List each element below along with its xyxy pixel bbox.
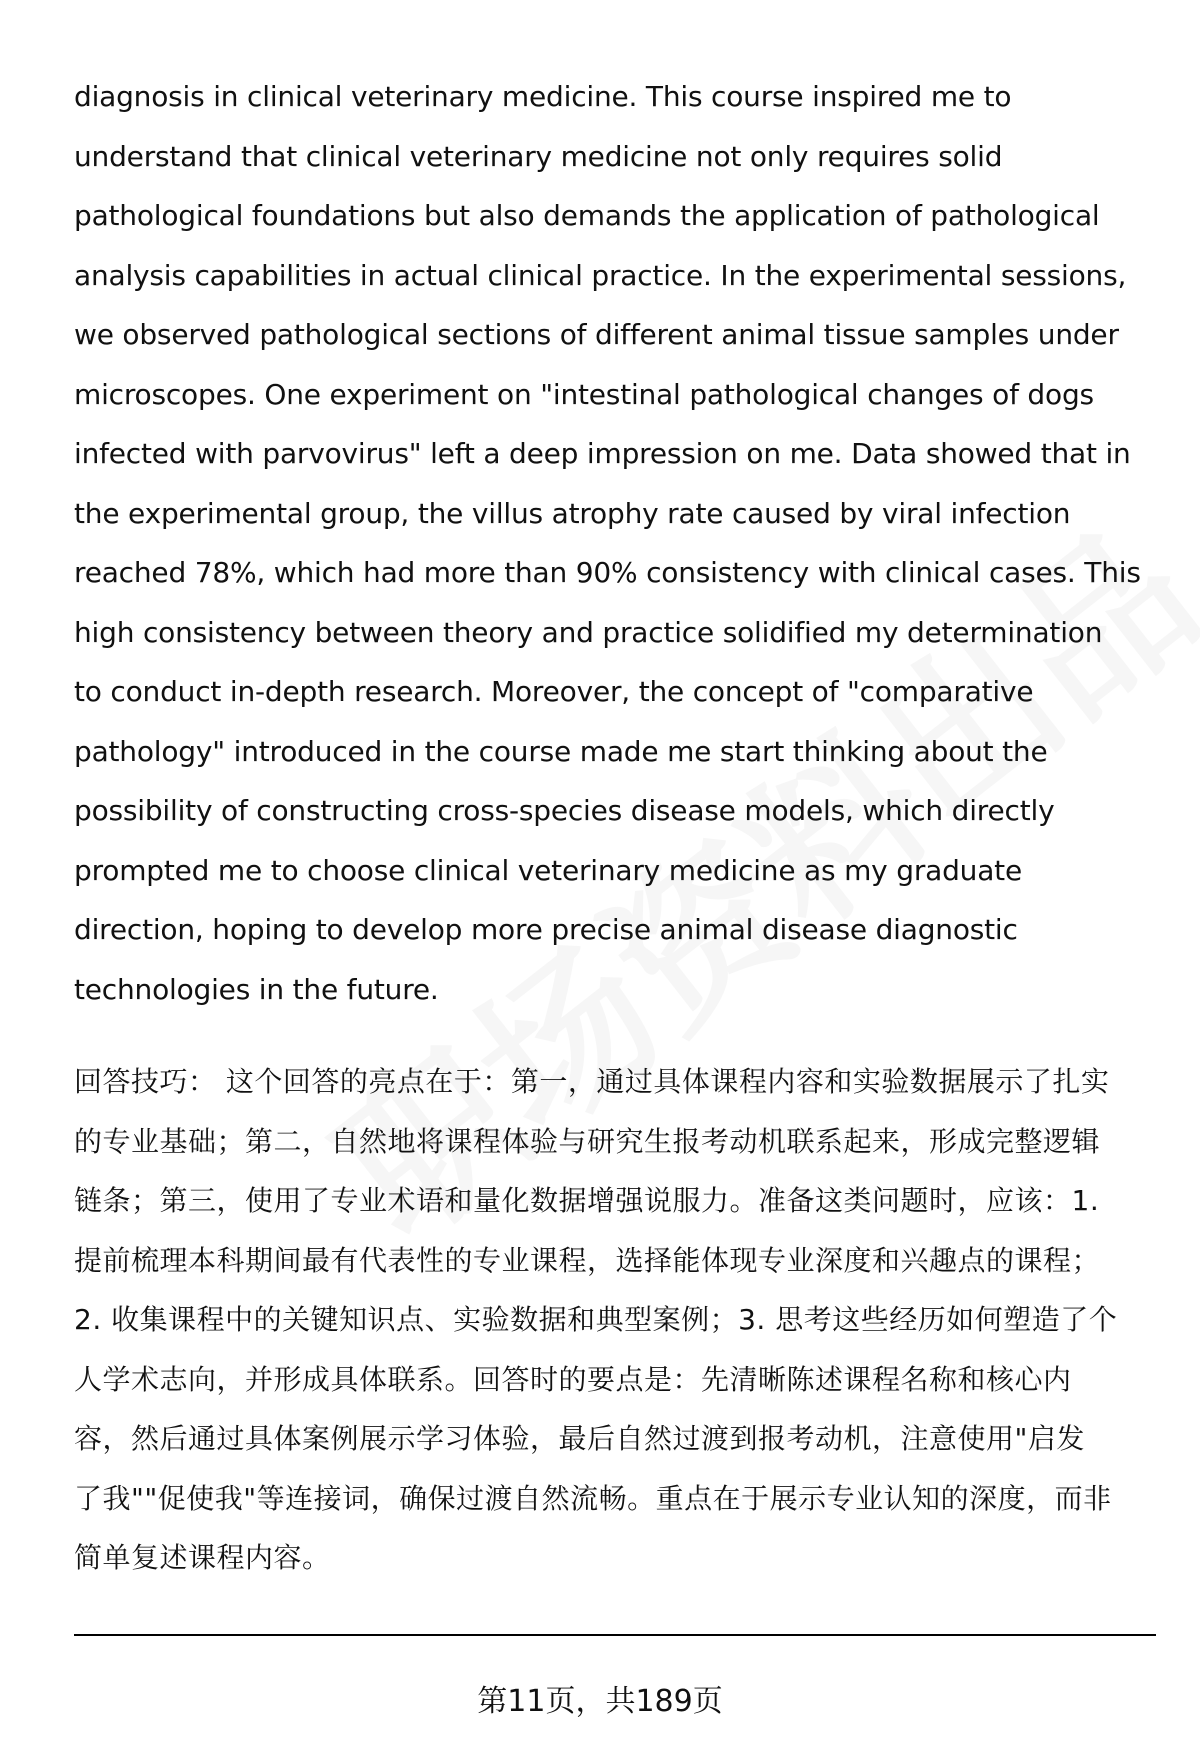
text-line: to conduct in-depth research. Moreover, the concept of "comparative (74, 675, 1034, 708)
text-line: diagnosis in clinical veterinary medicine. This course inspired me to (74, 80, 1012, 113)
text-line: 容，然后通过具体案例展示学习体验，最后自然过渡到报考动机，注意使用"启发 (74, 1422, 1085, 1455)
text-line: the experimental group, the villus atrophy rate caused by viral infection (74, 496, 1071, 530)
text-line: high consistency between theory and practice solidified my determination (74, 615, 1103, 649)
text-line: 人学术志向，并形成具体联系。回答时的要点是：先清晰陈述课程名称和核心内 (74, 1362, 1072, 1396)
text-line: analysis capabilities in actual clinical practice. In the experimental sessions, (74, 258, 1127, 292)
text-line: 的专业基础；第二，自然地将课程体验与研究生报考动机联系起来，形成完整逻辑 (74, 1124, 1101, 1158)
text-line: technologies in the future. (74, 972, 439, 1006)
text-line: possibility of constructing cross-species disease models, which directly (74, 794, 1055, 827)
text-line: microscopes. One experiment on "intestinal pathological changes of dogs (74, 377, 1094, 411)
text-line: understand that clinical veterinary medicine not only requires solid (74, 139, 1003, 173)
text-line: direction, hoping to develop more precise animal disease diagnostic (74, 913, 1018, 946)
text-line: 简单复述课程内容。 (74, 1541, 331, 1574)
answer-tips-paragraph-zh (74, 1052, 1174, 1588)
text-line: pathology" introduced in the course made me start thinking about the (74, 734, 1048, 768)
text-line: 了我""促使我"等连接词，确保过渡自然流畅。重点在于展示专业认知的深度，而非 (74, 1481, 1112, 1515)
text-line: 链条；第三，使用了专业术语和量化数据增强说服力。准备这类问题时，应该：1. (74, 1184, 1100, 1217)
page-number: 第11页，共189页 (477, 1684, 723, 1719)
footer-divider (74, 1634, 1156, 1636)
text-line: 2. 收集课程中的关键知识点、实验数据和典型案例；3. 思考这些经历如何塑造了个 (74, 1303, 1118, 1336)
text-line: 提前梳理本科期间最有代表性的专业课程，选择能体现专业深度和兴趣点的课程； (74, 1243, 1101, 1277)
answer-paragraph-en (74, 67, 1174, 1019)
text-line: reached 78%, which had more than 90% consistency with clinical cases. This (74, 556, 1141, 589)
text-line: pathological foundations but also demands the application of pathological (74, 199, 1100, 232)
text-line: we observed pathological sections of different animal tissue samples under (74, 318, 1119, 351)
text-line: 回答技巧： 这个回答的亮点在于：第一，通过具体课程内容和实验数据展示了扎实 (74, 1065, 1110, 1098)
text-line: infected with parvovirus" left a deep impression on me. Data showed that in (74, 437, 1131, 470)
text-line: prompted me to choose clinical veterinary medicine as my graduate (74, 853, 1022, 887)
